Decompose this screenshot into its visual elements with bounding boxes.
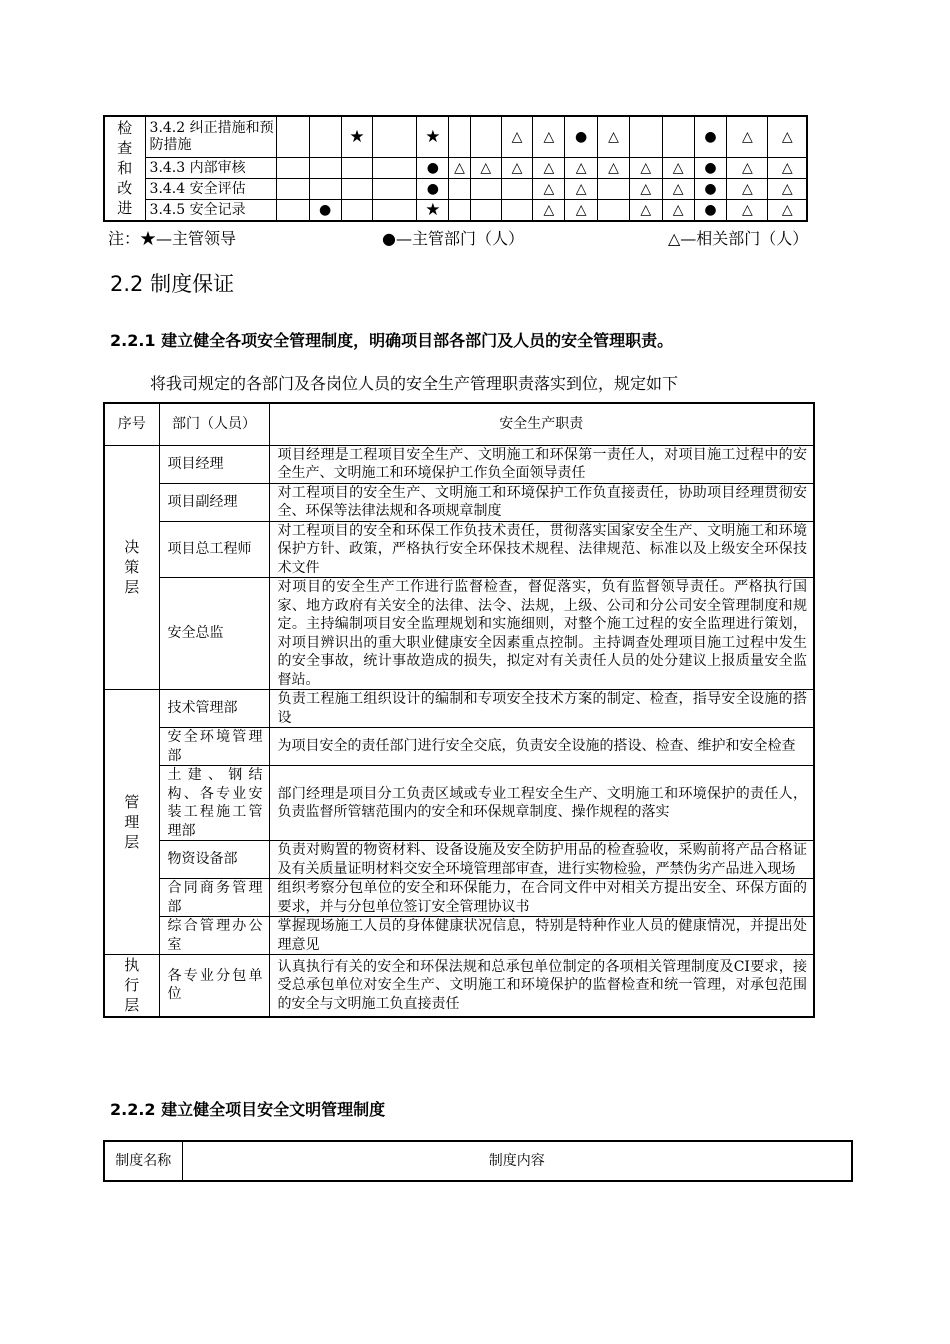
- matrix-cell: △: [629, 179, 662, 200]
- matrix-cell: △: [565, 179, 598, 200]
- duty-cell: 认真执行有关的安全和环保法规和总承包单位制定的各项相关管理制度及CI要求，接受总承包单位对安全生产、文明施工和环境保护的监督检查和统一管理，对承包范围的安全与文明施工负直接责任: [269, 955, 814, 1017]
- matrix-cell: [629, 116, 662, 158]
- matrix-item: 3.4.5 安全记录: [145, 200, 276, 222]
- matrix-cell: [449, 116, 471, 158]
- matrix-cell: ●: [309, 200, 341, 222]
- matrix-cell: △: [533, 158, 565, 179]
- dept-cell: 项目经理: [159, 445, 269, 483]
- section-title: 2.2 制度保证: [110, 272, 235, 296]
- matrix-cell: [449, 179, 471, 200]
- matrix-cell: [470, 179, 501, 200]
- matrix-cell: ★: [417, 116, 449, 158]
- matrix-cell: ●: [694, 179, 727, 200]
- matrix-cell: △: [727, 158, 768, 179]
- matrix-cell: ●: [417, 158, 449, 179]
- matrix-cell: [309, 116, 341, 158]
- matrix-cell: [598, 200, 630, 222]
- dept-cell: 合同商务管理部: [159, 879, 269, 917]
- duty-row: [104, 841, 814, 879]
- duty-cell: 负责对购置的物资材料、设备设施及安全防护用品的检查验收，采购前将产品合格证及有关质量证明材料交安全环境管理部审查，进行实物检验，严禁伪劣产品进入现场: [269, 841, 814, 879]
- legend-dot: ●—主管部门（人）: [382, 229, 524, 248]
- duty-cell: 掌握现场施工人员的身体健康状况信息，特别是特种作业人员的健康情况，并提出处理意见: [269, 917, 814, 955]
- matrix-item: 3.4.3 内部审核: [145, 158, 276, 179]
- matrix-cell: [373, 116, 417, 158]
- dept-cell: 土建、钢结构、各专业安装工程施工管理部: [159, 766, 269, 841]
- matrix-cell: ●: [417, 179, 449, 200]
- matrix-cell: [341, 179, 373, 200]
- matrix-cell: [470, 200, 501, 222]
- legend-triangle: △—相关部门（人）: [668, 229, 809, 248]
- duty-cell: 对工程项目的安全生产、文明施工和环境保护工作负直接责任，协助项目经理贯彻安全、环保等法律法规和各项规章制度: [269, 483, 814, 521]
- matrix-category-label: 检查和改进: [117, 119, 133, 217]
- matrix-row: [104, 179, 807, 200]
- header-system-name: 制度名称: [104, 1141, 182, 1181]
- duty-cell: 部门经理是项目分工负责区域或专业工程安全生产、文明施工和环境保护的责任人，负责监督所管辖范围内的安全和环保规章制度、操作规程的落实: [269, 766, 814, 841]
- safety-duty-table: [103, 402, 815, 1018]
- matrix-cell: △: [501, 158, 533, 179]
- dept-cell: 综合管理办公室: [159, 917, 269, 955]
- matrix-cell: [470, 116, 501, 158]
- matrix-cell: △: [565, 200, 598, 222]
- matrix-cell: [309, 179, 341, 200]
- matrix-cell: △: [598, 116, 630, 158]
- matrix-cell: △: [768, 116, 807, 158]
- duty-cell: 组织考察分包单位的安全和环保能力，在合同文件中对相关方提出安全、环保方面的要求，并与分包单位签订安全管理协议书: [269, 879, 814, 917]
- duty-row: [104, 728, 814, 766]
- matrix-cell: [449, 200, 471, 222]
- matrix-cell: [309, 158, 341, 179]
- matrix-cell: △: [662, 179, 694, 200]
- header-system-content: 制度内容: [182, 1141, 852, 1181]
- matrix-cell: ●: [694, 200, 727, 222]
- duty-row: [104, 483, 814, 521]
- group-label: 决策层: [124, 538, 140, 596]
- matrix-cell: [341, 158, 373, 179]
- matrix-cell: [501, 200, 533, 222]
- duty-cell: 为项目安全的责任部门进行安全交底，负责安全设施的搭设、检查、维护和安全检查: [269, 728, 814, 766]
- matrix-cell: △: [629, 158, 662, 179]
- matrix-row: [104, 158, 807, 179]
- subsection-title-2: 2.2.2 建立健全项目安全文明管理制度: [110, 1100, 386, 1119]
- duty-row: [104, 766, 814, 841]
- matrix-cell: ★: [341, 116, 373, 158]
- matrix-cell: △: [449, 158, 471, 179]
- group-cell: [104, 955, 159, 1017]
- duty-row: [104, 578, 814, 690]
- system-table: [103, 1140, 853, 1182]
- matrix-cell: △: [629, 200, 662, 222]
- dept-cell: 项目副经理: [159, 483, 269, 521]
- matrix-cell: ●: [694, 116, 727, 158]
- matrix-cell: △: [533, 200, 565, 222]
- matrix-cell: ●: [694, 158, 727, 179]
- matrix-cell: [373, 158, 417, 179]
- matrix-cell: △: [470, 158, 501, 179]
- matrix-cell: △: [565, 158, 598, 179]
- dept-cell: 安全环境管理部: [159, 728, 269, 766]
- header-dept: 部门（人员）: [159, 403, 269, 445]
- matrix-row: [104, 200, 807, 222]
- dept-cell: 物资设备部: [159, 841, 269, 879]
- matrix-category: [104, 116, 145, 221]
- duty-row: [104, 955, 814, 1017]
- duty-row: [104, 917, 814, 955]
- duty-cell: 项目经理是工程项目安全生产、文明施工和环保第一责任人，对项目施工过程中的安全生产、文明施工和环境保护工作负全面领导责任: [269, 445, 814, 483]
- matrix-cell: [276, 179, 309, 200]
- matrix-item: 3.4.4 安全评估: [145, 179, 276, 200]
- duty-cell: 对项目的安全生产工作进行监督检查，督促落实，负有监督领导责任。严格执行国家、地方政府有关安全的法律、法令、法规，上级、公司和分公司安全管理制度和规定。主持编制项目安全监理规划和实施细则，对整个施工过程的安全监理进行策划，对项目辨识出的重大职业健康安全因素重点控制。主持调查处理项目施工过程中发生的安全事故，统计事故造成的损失，拟定对有关责任人员的处分建议上报质量安全监督站。: [269, 578, 814, 690]
- matrix-cell: [341, 200, 373, 222]
- dept-cell: 技术管理部: [159, 690, 269, 728]
- duty-row: [104, 690, 814, 728]
- duty-row: [104, 521, 814, 578]
- matrix-cell: △: [727, 116, 768, 158]
- matrix-cell: △: [501, 116, 533, 158]
- matrix-cell: △: [727, 200, 768, 222]
- dept-cell: 项目总工程师: [159, 521, 269, 578]
- intro-paragraph: 将我司规定的各部门及各岗位人员的安全生产管理职责落实到位，规定如下: [150, 374, 679, 393]
- matrix-cell: ★: [417, 200, 449, 222]
- header-seq: 序号: [104, 403, 159, 445]
- matrix-cell: ●: [565, 116, 598, 158]
- dept-cell: 安全总监: [159, 578, 269, 690]
- responsibility-matrix-table: [103, 115, 808, 222]
- matrix-row: [104, 116, 807, 158]
- matrix-cell: [373, 179, 417, 200]
- matrix-cell: △: [662, 200, 694, 222]
- matrix-cell: [276, 200, 309, 222]
- matrix-cell: △: [662, 158, 694, 179]
- header-duty: 安全生产职责: [269, 403, 814, 445]
- group-label: 执行层: [124, 956, 140, 1014]
- matrix-cell: △: [768, 179, 807, 200]
- matrix-cell: [276, 158, 309, 179]
- matrix-cell: [276, 116, 309, 158]
- matrix-cell: [501, 179, 533, 200]
- matrix-cell: △: [768, 158, 807, 179]
- matrix-cell: △: [598, 158, 630, 179]
- legend-star: 注：★—主管领导: [108, 229, 237, 248]
- legend-note: [108, 226, 838, 248]
- duty-row: [104, 879, 814, 917]
- matrix-cell: [662, 116, 694, 158]
- group-label: 管理层: [124, 792, 140, 851]
- matrix-item: 3.4.2 纠正措施和预防措施: [145, 116, 276, 158]
- subsection-title-1: 2.2.1 建立健全各项安全管理制度，明确项目部各部门及人员的安全管理职责。: [110, 331, 674, 350]
- matrix-cell: △: [533, 179, 565, 200]
- matrix-cell: [598, 179, 630, 200]
- dept-cell: 各专业分包单位: [159, 955, 269, 1017]
- duty-cell: 负责工程施工组织设计的编制和专项安全技术方案的制定、检查，指导安全设施的搭设: [269, 690, 814, 728]
- group-cell: [104, 690, 159, 955]
- matrix-cell: [373, 200, 417, 222]
- matrix-cell: △: [533, 116, 565, 158]
- group-cell: [104, 445, 159, 690]
- matrix-cell: △: [768, 200, 807, 222]
- duty-cell: 对工程项目的安全和环保工作负技术责任，贯彻落实国家安全生产、文明施工和环境保护方针、政策，严格执行安全环保技术规程、法律规范、标准以及上级安全环保技术文件: [269, 521, 814, 578]
- duty-row: [104, 445, 814, 483]
- matrix-cell: △: [727, 179, 768, 200]
